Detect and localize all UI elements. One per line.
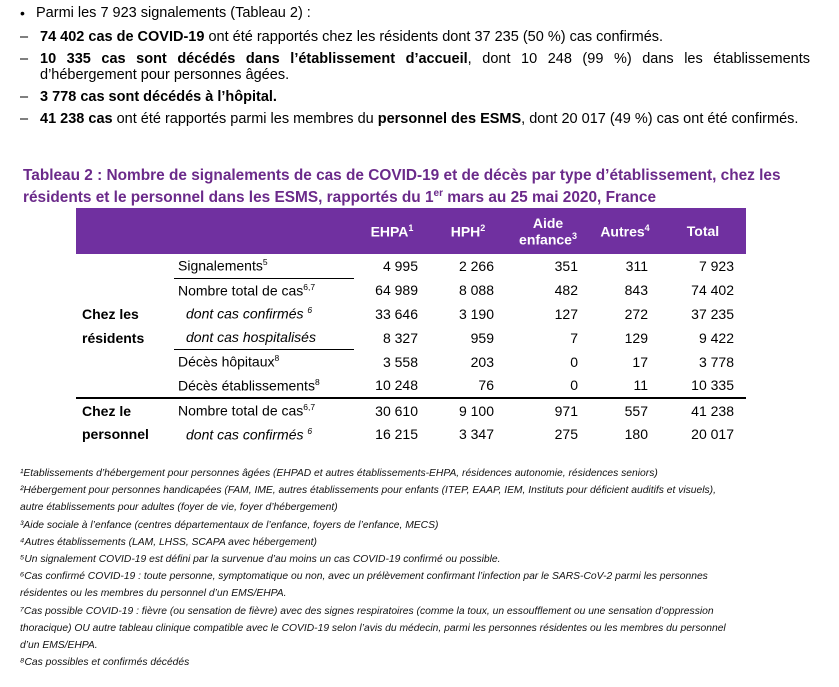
- row-label: dont cas hospitalisés: [174, 326, 354, 350]
- bullet-text: ont été rapportés parmi les membres du: [112, 111, 378, 127]
- row-label: dont cas confirmés $^6$: [186, 425, 313, 443]
- bullet-text: ont été rapportés chez les résidents dont 37 235 (50 %) cas confirmés.: [204, 29, 664, 45]
- footnote: ⁶Cas confirmé COVID-19 : toute personne, symptomatique ou non, avec un prélèvement confirmant l’infection par le SARS-CoV-2 parmi les personnes: [20, 571, 708, 583]
- group-label-staff: Chez le: [76, 398, 174, 423]
- table-row: résidents dont cas hospitalisés 8 327 959 7 129 9 422: [76, 326, 746, 350]
- table-header-row: [76, 208, 746, 254]
- table-row: Décès hôpitaux$^8$ 3 558 203 0 17 3 778: [76, 350, 746, 374]
- group-label-staff-2: personnel: [82, 426, 149, 443]
- col-header-autres: Autres$^4$: [590, 208, 660, 254]
- bullet-list: [20, 4, 820, 127]
- row-label: Décès établissements$^8$: [178, 376, 320, 394]
- row-label: dont cas confirmés $^6$: [186, 305, 313, 323]
- footnote: thoracique) OU autre tableau clinique compatible avec le COVID-19 selon l’avis du médecin, parmi les personnes résidentes ou les membres du personnel: [20, 622, 726, 634]
- bullet-intro: • Parmi les 7 923 signalements (Tableau 2) :: [20, 4, 820, 23]
- group-label-residents-2: résidents: [82, 329, 145, 346]
- bullet-bold: 3 778 cas sont décédés à l’hôpital.: [40, 89, 277, 105]
- row-label: Signalements$^5$: [174, 254, 354, 278]
- bullet-text: , dont 10 248 (99 %) dans les établissements d’hébergement pour personnes âgées.: [40, 51, 811, 83]
- table-row: Nombre total de cas$^{6,7}$ 64 989 8 088 482 843 74 402: [76, 278, 746, 302]
- col-header-ehpa: EHPA$^1$: [354, 208, 430, 254]
- footnote: ⁷Cas possible COVID-19 : fièvre (ou sensation de fièvre) avec des signes respiratoires (comme la toux, un essoufflement ou une sensation d’oppression: [20, 605, 714, 617]
- footnote: résidentes ou les membres du personnel d’un EMS/EHPA.: [20, 588, 287, 600]
- group-label-residents: Chez les: [82, 305, 139, 322]
- data-table: [76, 208, 746, 446]
- footnote: ²Hébergement pour personnes handicapées (FAM, IME, autres établissements pour enfants (ITEP, EAAP, IEM, Instituts pour déficient auditifs et visuels),: [20, 485, 716, 497]
- bullet-item: – 3 778 cas sont décédés à l’hôpital.: [20, 89, 277, 105]
- footnote: ¹Etablissements d’hébergement pour personnes âgées (EHPAD et autres établissements-EHPA, résidences autonomie, résidences seniors): [20, 468, 658, 479]
- bullet-bold: 74 402 cas de COVID-19: [40, 29, 205, 45]
- row-label: Nombre total de cas$^{6,7}$: [174, 398, 354, 423]
- table-row: Décès établissements$^8$ 10 248 76 0 11 10 335: [76, 374, 746, 399]
- footnotes: [20, 465, 820, 671]
- table-row: personnel dont cas confirmés $^6$ 16 215 3 347 275 180 20 017: [76, 423, 746, 447]
- bullet-bold: personnel des ESMS: [377, 111, 522, 127]
- row-label: Nombre total de cas$^{6,7}$: [178, 281, 316, 299]
- table-row: Chez le Nombre total de cas$^{6,7}$ 30 610 9 100 971 557 41 238: [76, 398, 746, 423]
- bullet-item: – 74 402 cas de COVID-19 ont été rapportés chez les résidents dont 37 235 (50 %) cas confirmés.: [20, 29, 664, 45]
- bullet-text: , dont 20 017 (49 %) cas ont été confirmés.: [521, 111, 799, 127]
- footnote: ³Aide sociale à l’enfance (centres départementaux de l’enfance, foyers de l’enfance, MECS): [20, 519, 439, 531]
- row-label: Décès hôpitaux$^8$: [178, 353, 280, 371]
- footnote: ⁴Autres établissements (LAM, LHSS, SCAPA avec hébergement): [20, 536, 317, 548]
- col-header-total: Total: [660, 208, 746, 254]
- col-header-aide-enfance: Aide enfance$^3$: [506, 208, 590, 254]
- table-caption: Tableau 2 : Nombre de signalements de cas de COVID-19 et de décès par type d’établissement, chez les résidents et le personnel dans les ESMS, rapportés du 1er mars au 25 mai 2020, France: [23, 167, 781, 207]
- bullet-item: – 41 238 cas ont été rapportés parmi les membres du personnel des ESMS, dont 20 017 (49 %) cas ont été confirmés.: [20, 111, 799, 127]
- bullet-item: – 10 335 cas sont décédés dans l’établissement d’accueil, dont 10 248 (99 %) dans les établissements d’hébergement pour personnes âgées.: [20, 51, 811, 83]
- footnote: d’un EMS/EHPA.: [20, 640, 98, 652]
- table-row: Signalements$^5$ 4 995 2 266 351 311 7 923: [76, 254, 746, 278]
- footnote: autre établissements pour adultes (foyer de vie, foyer d’hébergement): [20, 502, 338, 514]
- footnote: ⁵Un signalement COVID-19 est défini par la survenue d’au moins un cas COVID-19 confirmé ou possible.: [20, 554, 501, 566]
- col-header-hph: HPH$^2$: [430, 208, 506, 254]
- table-row: Chez les dont cas confirmés $^6$ 33 646 3 190 127 272 37 235: [76, 302, 746, 326]
- bullet-bold: 41 238 cas: [40, 111, 113, 127]
- footnote: ⁸Cas possibles et confirmés décédés: [20, 657, 190, 669]
- bullet-bold: 10 335 cas sont décédés dans l’établissement d’accueil: [40, 51, 468, 67]
